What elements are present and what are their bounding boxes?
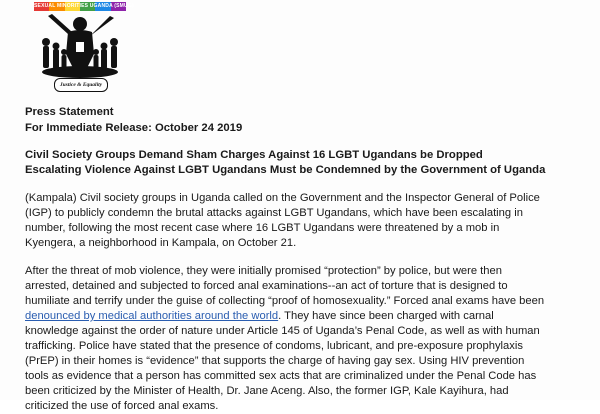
paragraph-line: number, following the most recent case where 16 LGBT Ugandans were threatened by a mob in [25, 222, 500, 234]
paragraph-line: (IGP) to publicly condemn the brutal attacks against LGBT Ugandans, which have been escalating in [25, 207, 523, 219]
paragraph-line: (Kampala) Civil society groups in Uganda called on the Government and the Inspector General of Police [25, 192, 540, 204]
title-line-1: Civil Society Groups Demand Sham Charges Against 16 LGBT Ugandans be Dropped [25, 149, 483, 161]
crowd-figure-icon [34, 12, 126, 80]
paragraph-2 [25, 264, 595, 414]
paragraph-line: been criticized by the Minister of Health, Dr. Jane Aceng. Also, the former IGP, Kale Kayihura, had [25, 385, 509, 397]
press-statement-label: Press Statement [25, 106, 114, 118]
paragraph-line: After the threat of mob violence, they were initially promised “protection” by police, but were then [25, 265, 502, 277]
paragraph-line-with-link [25, 309, 595, 324]
paragraph-1 [25, 191, 595, 251]
press-release-title [25, 148, 595, 178]
paragraph-line: (PrEP) in their homes is “evidence” that supports the charge of having gay sex. Using HIV prevention [25, 355, 525, 367]
medical-authorities-link[interactable]: denounced by medical authorities around the world [25, 310, 279, 322]
logo-banner-text: SEXUAL MINORITIES UGANDA (SMUG) [34, 3, 134, 9]
title-line-2: Escalating Violence Against LGBT Ugandans Must be Condemned by the Government of Uganda [25, 164, 546, 176]
paragraph-line: arrested, detained and subjected to forced anal examinations--an act of torture that is designed to [25, 280, 508, 292]
paragraph-line-rest: . They have since been charged with carnal [278, 310, 494, 322]
paragraph-line: knowledge against the order of nature under Article 145 of Uganda’s Penal Code, as well as with human [25, 325, 540, 337]
paragraph-line: criticized the use of forced anal exams. [25, 400, 219, 412]
release-date: For Immediate Release: October 24 2019 [25, 122, 243, 134]
paragraph-line: trafficking. Police have stated that the presence of condoms, lubricant, and pre-exposure prophylaxis [25, 340, 523, 352]
press-release-body [25, 104, 595, 414]
logo-motto: Justice & Equality [54, 78, 108, 92]
paragraph-line: humiliate and terrify under the guise of collecting “proof of homosexuality.” Forced anal exams have been [25, 295, 545, 307]
paragraph-line: Kyengera, a neighborhood in Kampala, on October 21. [25, 237, 297, 249]
paragraph-line: tools as evidence that a person has committed sex acts that are criminalized under the Penal Code has [25, 370, 537, 382]
smug-logo [34, 2, 134, 92]
